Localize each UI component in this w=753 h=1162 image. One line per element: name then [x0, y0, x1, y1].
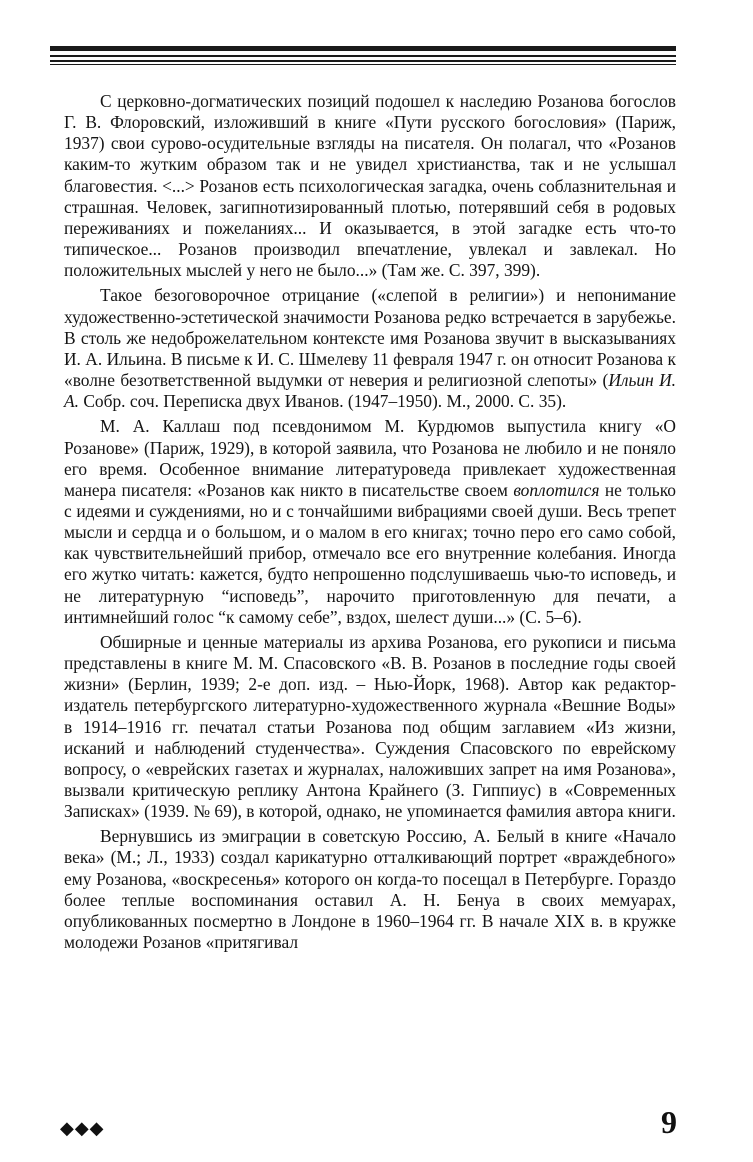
italic-author-name: Ильин И. А. [64, 370, 676, 412]
paragraph-text: Вернувшись из эмиграции в советскую Россию, А. Белый в книге «Начало века» (М.; Л., 1933) создал карикатурно отталкивающий портрет «враждебного» ему Розанова, «воскресенья» которого он когда-то посещал в Петербурге. Гораздо более теплые воспоминания оставил А. Н. Бенуа в своих мемуарах, опубликованных посмертно в Лондоне в 1960–1964 гг. В начале XIX в. в кружке молодежи Розанов «притягивал [64, 826, 676, 953]
paragraph-text: Собр. соч. Переписка двух Иванов. (1947–1950). М., 2000. С. 35). [78, 391, 567, 412]
paragraph-text: Обширные и ценные материалы из архива Розанова, его рукописи и письма представлены в книге М. М. Спасовского «В. В. Розанов в последние годы своей жизни» (Берлин, 1939; 2-е доп. изд. – Нью-Йорк, 1968). Автор как редактор-издатель петербургского литературно-художественного журнала «Вешние Воды» в 1914–1916 гг. печатал статьи Розанова под общим заглавием «Из жизни, исканий и наблюдений студенчества». Суждения Спасовского по еврейскому вопросу, о «еврейских газетах и журналах, наложивших запрет на имя Розанова», вызвали критическую реплику Антона Крайнего (З. Гиппиус) в «Современных Записках» (1939. № 69), в которой, однако, не упоминается фамилия автора книги. [64, 631, 676, 822]
paragraph-text: М. А. Каллаш под псевдонимом М. Курдюмов выпустила книгу «О Розанове» (Париж, 1929), в которой заявила, что Розанова не любило и не поняло его время. Особенное внимание литературоведа привлекает художественная манера писателя: «Розанов как никто в писательстве своем [64, 416, 676, 500]
paragraph-text: не только с идеями и суждениями, но и с тончайшими вибрациями своей души. Весь трепет мысли и сердца и о большом, и о малом в его книгах; точно перо его само собой, как чувствительнейший прибор, отмечало все его внутренние колебания. Иногда его жутко читать: кажется, будто непрошенно подслушиваешь чью-то исповедь, и не литературную “исповедь”, нарочито приготовленную для печати, а интимнейший голос “к самому себе”, вздох, шелест души...» (С. 5–6). [64, 479, 676, 627]
paragraph-1 [64, 91, 676, 281]
page-number: 9 [661, 1104, 677, 1140]
header-rule-thin [50, 60, 676, 62]
italic-emphasis: воплотился [513, 479, 600, 500]
header-rule-thick [50, 46, 676, 51]
header-rule-thin [50, 55, 676, 57]
footer-diamond-ornament: ◆◆◆ [60, 1118, 105, 1139]
paragraph-2 [64, 285, 676, 412]
paragraph-text: С церковно-догматических позиций подошел к наследию Розанова богослов Г. В. Флоровский, изложивший в книге «Пути русского богословия» (Париж, 1937) свои сурово-осудительные взгляды на писателя. Он полагал, что «Розанов каким-то жутким образом так и не увидел христианства, так и не услышал благовестия. <...> Розанов есть психологическая загадка, очень соблазнительная и страшная. Человек, загипнотизированный плотью, потерявший себя в родовых переживаниях и пожеланиях... И оказывается, в этой загадке есть что-то типическое... Розанов производил впечатление, увлекал и завлекал. Но положительных мыслей у него не было...» (Там же. С. 397, 399). [64, 91, 676, 281]
paragraph-3 [64, 416, 676, 628]
header-rule-hairline [50, 64, 676, 65]
paragraph-text: Такое безоговорочное отрицание («слепой в религии») и непонимание художественно-эстетической значимости Розанова редко встречается в зарубежье. В столь же недоброжелательном контексте имя Розанова звучит в высказываниях И. А. Ильина. В письме к И. С. Шмелеву 11 февраля 1947 г. он относит Розанова к «волне безответственной выдумки от неверия и религиозной слепоты» ( [64, 285, 676, 391]
body-text [64, 91, 676, 957]
paragraph-5 [64, 826, 676, 953]
paragraph-4 [64, 632, 676, 822]
